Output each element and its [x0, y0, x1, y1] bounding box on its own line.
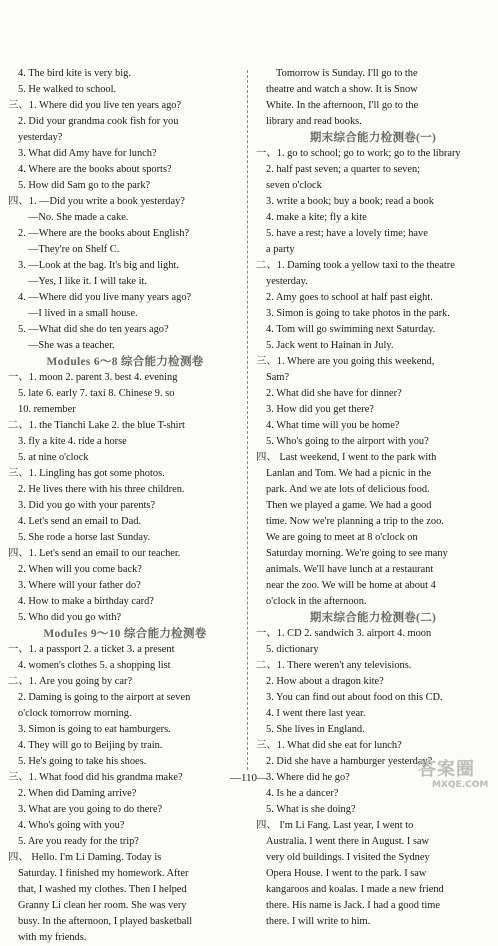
answer-line: 5. dictionary — [266, 644, 319, 655]
answer-line: 5. How did Sam go to the park? — [18, 180, 151, 191]
answer-line: 5. He walked to school. — [18, 84, 117, 95]
answer-line: 四、1. Let's send an email to our teacher. — [8, 548, 181, 559]
answer-line: Saturday. I finished my homework. After — [18, 868, 189, 879]
watermark-text: 答案圈 — [418, 759, 475, 780]
answer-line: 二、1. the Tianchi Lake 2. the blue T-shirt — [8, 420, 185, 431]
answer-line: 4. Tom will go swimming next Saturday. — [266, 324, 436, 335]
answer-line: 2. Did she have a hamburger yesterday? — [266, 756, 433, 767]
answer-line: 二、1. There weren't any televisions. — [256, 660, 412, 671]
answer-line: 3. write a book; buy a book; read a book — [266, 196, 434, 207]
answer-line: 5. She lives in England. — [266, 724, 365, 735]
answer-line: seven o'clock — [266, 180, 322, 191]
answer-line: White. In the afternoon, I'll go to the — [266, 100, 419, 111]
answer-line: 4. Where are the books about sports? — [18, 164, 172, 175]
answer-line: 3. Where did he go? — [266, 772, 350, 783]
answer-line: library and read books. — [266, 116, 362, 127]
answer-line: 二、1. Are you going by car? — [8, 676, 133, 687]
answer-line: busy. In the afternoon, I played basketball — [18, 916, 193, 927]
answer-line: there. I will write to him. — [266, 916, 371, 927]
answer-line: 4. Is he a dancer? — [266, 788, 339, 799]
answer-line: there. His name is Jack. I had a good time — [266, 900, 440, 911]
column-divider — [247, 70, 248, 770]
answer-line: 10. remember — [18, 404, 76, 415]
answer-line: —I lived in a small house. — [28, 308, 138, 319]
answer-line: 5. Are you ready for the trip? — [18, 836, 139, 847]
answer-line: 2. —Where are the books about English? — [18, 228, 190, 239]
watermark-logo — [418, 760, 488, 794]
answer-line: 2. How about a dragon kite? — [266, 676, 384, 687]
answer-line: that, I washed my clothes. Then I helped — [18, 884, 187, 895]
answer-line: 5. —What did she do ten years ago? — [18, 324, 169, 335]
answer-line: 3. You can find out about food on this CD. — [266, 692, 443, 703]
answer-line: 2. Amy goes to school at half past eight. — [266, 292, 433, 303]
answer-line: 5. late 6. early 7. taxi 8. Chinese 9. so — [18, 388, 175, 399]
answer-line: kangaroos and koalas. I made a new friend — [266, 884, 444, 895]
answer-line: 4. Who's going with you? — [18, 820, 125, 831]
answer-line: theatre and watch a show. It is Snow — [266, 84, 418, 95]
answer-line: Saturday morning. We're going to see many — [266, 548, 448, 559]
answer-line: We are going to meet at 8 o'clock on — [266, 532, 418, 543]
answer-line: 5. Jack went to Hainan in July. — [266, 340, 394, 351]
answer-line: Granny Li clean her room. She was very — [18, 900, 187, 911]
right-column — [256, 66, 490, 930]
answer-line: 3. What did Amy have for lunch? — [18, 148, 157, 159]
answer-line: 3. How did you get there? — [266, 404, 374, 415]
answer-line: 4. What time will you be home? — [266, 420, 400, 431]
answer-line: 3. Simon is going to take photos in the park. — [266, 308, 450, 319]
answer-line: 三、1. What did she eat for lunch? — [256, 740, 402, 751]
answer-line: 4. make a kite; fly a kite — [266, 212, 367, 223]
answer-line: 2. When will you come back? — [18, 564, 142, 575]
answer-line: 2. Daming is going to the airport at seven — [18, 692, 191, 703]
page-number: —110— — [229, 772, 269, 784]
answer-line: 四、1. —Did you write a book yesterday? — [8, 196, 185, 207]
answer-line: 4. I went there last year. — [266, 708, 366, 719]
answer-line: —No. She made a cake. — [28, 212, 129, 223]
answer-line: very old buildings. I visited the Sydney — [266, 852, 430, 863]
answer-line: 4. They will go to Beijing by train. — [18, 740, 163, 751]
answer-line: o'clock tomorrow morning. — [18, 708, 132, 719]
answer-line: 3. —Look at the bag. It's big and light. — [18, 260, 179, 271]
answer-line: 4. women's clothes 5. a shopping list — [18, 660, 171, 671]
watermark-url: MXQE.COM — [432, 780, 489, 790]
answer-line: Then we played a game. We had a good — [266, 500, 432, 511]
answer-line: 四、 Last weekend, I went to the park with — [256, 452, 437, 463]
section-heading: 期末综合能力检测卷(一) — [309, 132, 437, 144]
answer-line: —They're on Shelf C. — [28, 244, 120, 255]
answer-line: —Yes, I like it. I will take it. — [28, 276, 148, 287]
answer-line: 三、1. Where did you live ten years ago? — [8, 100, 182, 111]
left-column — [8, 66, 242, 946]
answer-line: Sam? — [266, 372, 290, 383]
answer-line: 4. —Where did you live many years ago? — [18, 292, 192, 303]
answer-line: 3. fly a kite 4. ride a horse — [18, 436, 127, 447]
answer-line: yesterday? — [18, 132, 63, 143]
answer-line: Australia. I went there in August. I saw — [266, 836, 430, 847]
answer-line: 3. Where will your father do? — [18, 580, 141, 591]
answer-line: 3. Did you go with your parents? — [18, 500, 156, 511]
answer-line: 3. What are you going to do there? — [18, 804, 163, 815]
answer-line: 三、1. What food did his grandma make? — [8, 772, 183, 783]
answer-line: 5. He's going to take his shoes. — [18, 756, 147, 767]
section-heading: Modules 9～10 综合能力检测卷 — [43, 628, 207, 640]
answer-line: 2. Did your grandma cook fish for you — [18, 116, 179, 127]
answer-line: Opera House. I went to the park. I saw — [266, 868, 427, 879]
answer-line: 2. half past seven; a quarter to seven; — [266, 164, 421, 175]
answer-line: 5. Who's going to the airport with you? — [266, 436, 429, 447]
answer-line: 2. He lives there with his three children. — [18, 484, 185, 495]
answer-line: near the zoo. We will be home at about 4 — [266, 580, 436, 591]
answer-line: a party — [266, 244, 295, 255]
answer-line: with my friends. — [18, 932, 87, 943]
answer-line: 5. What is she doing? — [266, 804, 356, 815]
answer-line: time. Now we're planning a trip to the zoo. — [266, 516, 444, 527]
answer-line: —She was a teacher. — [28, 340, 115, 351]
answer-line: 4. Let's send an email to Dad. — [18, 516, 142, 527]
answer-line: 2. What did she have for dinner? — [266, 388, 402, 399]
answer-line: 5. She rode a horse last Sunday. — [18, 532, 151, 543]
answer-line: park. And we ate lots of delicious food. — [266, 484, 430, 495]
answer-line: 四、 Hello. I'm Li Daming. Today is — [8, 852, 162, 863]
answer-line: Tomorrow is Sunday. I'll go to the — [276, 68, 418, 79]
answer-line: 5. have a rest; have a lovely time; have — [266, 228, 428, 239]
section-heading: Modules 6～8 综合能力检测卷 — [46, 356, 204, 368]
answer-line: 5. Who did you go with? — [18, 612, 122, 623]
answer-line: o'clock in the afternoon. — [266, 596, 367, 607]
answer-line: Lanlan and Tom. We had a picnic in the — [266, 468, 432, 479]
answer-line: 四、 I'm Li Fang. Last year, I went to — [256, 820, 414, 831]
answer-line: animals. We'll have lunch at a restaurant — [266, 564, 434, 575]
answer-line: yesterday. — [266, 276, 308, 287]
section-heading: 期末综合能力检测卷(二) — [309, 612, 437, 624]
answer-line: 3. Simon is going to eat hamburgers. — [18, 724, 171, 735]
answer-line: 一、1. go to school; go to work; go to the library — [256, 148, 461, 159]
answer-line: 4. How to make a birthday card? — [18, 596, 154, 607]
answer-line: 二、1. Daming took a yellow taxi to the theatre — [256, 260, 455, 271]
answer-line: 5. at nine o'clock — [18, 452, 89, 463]
answer-line: 一、1. CD 2. sandwich 3. airport 4. moon — [256, 628, 432, 639]
answer-line: 2. When did Daming arrive? — [18, 788, 137, 799]
answer-line: 三、1. Where are you going this weekend, — [256, 356, 435, 367]
answer-line: 一、1. moon 2. parent 3. best 4. evening — [8, 372, 178, 383]
answer-line: 一、1. a passport 2. a ticket 3. a present — [8, 644, 175, 655]
answer-line: 三、1. Lingling has got some photos. — [8, 468, 165, 479]
answer-line: 4. The bird kite is very big. — [18, 68, 131, 79]
